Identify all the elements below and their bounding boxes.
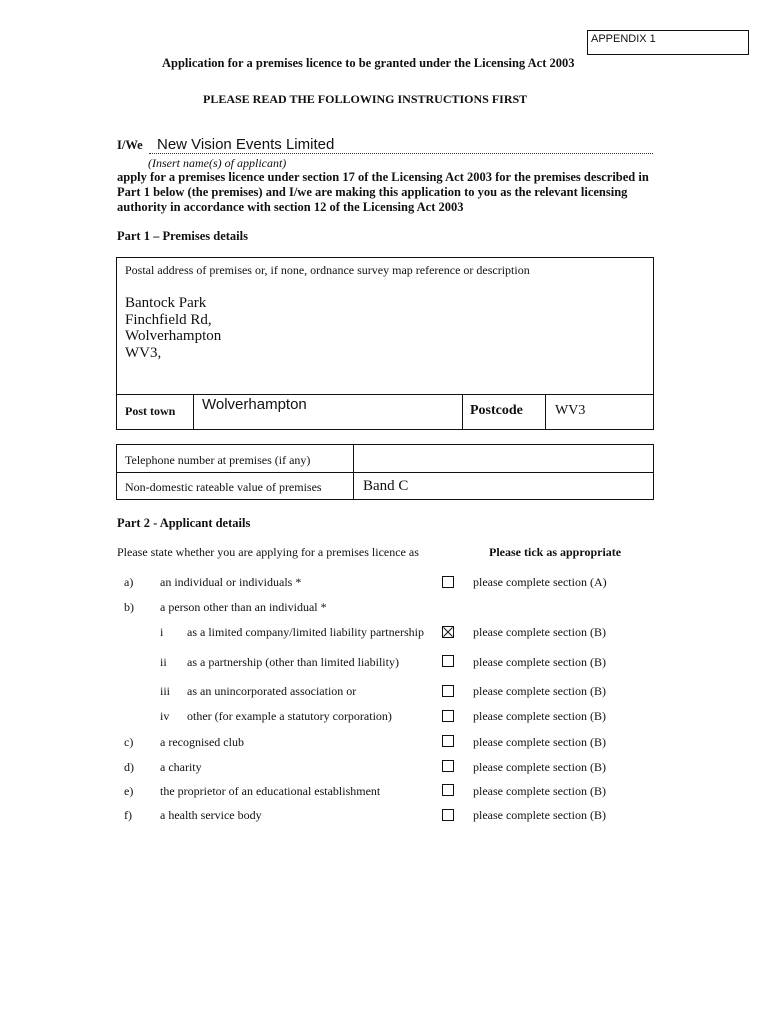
premises-address-field[interactable] xyxy=(125,295,221,361)
post-town-row-divider xyxy=(116,394,654,395)
option-text: an individual or individuals * xyxy=(160,575,302,589)
option-text: other (for example a statutory corporation) xyxy=(187,709,392,723)
part1-heading: Part 1 – Premises details xyxy=(117,229,248,243)
unincorporated-association-checkbox[interactable] xyxy=(442,685,454,697)
applicant-type-question: Please state whether you are applying for a premises licence as xyxy=(117,545,419,559)
telephone-label: Telephone number at premises (if any) xyxy=(125,453,311,467)
section-note: please complete section (A) xyxy=(473,575,607,589)
individual-checkbox[interactable] xyxy=(442,576,454,588)
post-town-field[interactable]: Wolverhampton xyxy=(202,396,307,413)
address-line: WV3, xyxy=(125,344,162,361)
option-text: a charity xyxy=(160,760,202,774)
rateable-value-label: Non-domestic rateable value of premises xyxy=(125,480,322,494)
sub-option-numeral: i xyxy=(160,625,164,639)
section-note: please complete section (B) xyxy=(473,808,606,822)
section-note: please complete section (B) xyxy=(473,625,606,639)
option-text: as an unincorporated association or xyxy=(187,684,357,698)
postal-address-label: Postal address of premises or, if none, ordnance survey map reference or description xyxy=(125,263,530,277)
address-line: Wolverhampton xyxy=(125,328,222,344)
educational-establishment-checkbox[interactable] xyxy=(442,784,454,796)
sub-option-numeral: ii xyxy=(160,655,167,669)
option-letter: c) xyxy=(124,735,134,749)
part2-heading: Part 2 - Applicant details xyxy=(117,516,251,530)
instructions-heading: PLEASE READ THE FOLLOWING INSTRUCTIONS FIRST xyxy=(203,92,528,106)
appendix-label: APPENDIX 1 xyxy=(591,33,656,45)
option-text: a person other than an individual * xyxy=(160,600,327,614)
application-paragraph: apply for a premises licence under section 17 of the Licensing Act 2003 for the premises described in Part 1 below (the premises) and I/we are making this application to you as the relevant licensing authority in accordance with section 12 of the Licensing Act 2003 xyxy=(117,170,649,214)
cell-divider xyxy=(462,394,463,430)
option-text: a health service body xyxy=(160,808,262,822)
applicant-label: I/We xyxy=(117,138,143,152)
applicant-hint: (Insert name(s) of applicant) xyxy=(148,156,287,170)
postcode-field[interactable]: WV3 xyxy=(555,403,586,418)
option-text: as a partnership (other than limited liability) xyxy=(187,655,399,669)
sub-option-numeral: iii xyxy=(160,684,171,698)
form-title: Application for a premises licence to be granted under the Licensing Act 2003 xyxy=(162,56,575,70)
other-statutory-checkbox[interactable] xyxy=(442,710,454,722)
recognised-club-checkbox[interactable] xyxy=(442,735,454,747)
charity-checkbox[interactable] xyxy=(442,760,454,772)
section-note: please complete section (B) xyxy=(473,709,606,723)
tick-heading: Please tick as appropriate xyxy=(489,545,622,559)
cell-divider xyxy=(353,444,354,500)
applicant-name-field[interactable]: New Vision Events Limited xyxy=(157,136,335,153)
checked-cross-icon xyxy=(443,627,453,637)
section-note: please complete section (B) xyxy=(473,684,606,698)
option-letter: a) xyxy=(124,575,134,589)
row-divider xyxy=(116,472,654,473)
address-line: Finchfield Rd, xyxy=(125,311,212,328)
applicant-name-underline xyxy=(149,153,653,154)
option-text: as a limited company/limited liability partnership xyxy=(187,625,424,639)
section-note: please complete section (B) xyxy=(473,655,606,669)
option-letter: d) xyxy=(124,760,134,774)
sub-option-numeral: iv xyxy=(160,709,170,723)
section-note: please complete section (B) xyxy=(473,760,606,774)
limited-company-checkbox[interactable] xyxy=(442,626,454,638)
partnership-checkbox[interactable] xyxy=(442,655,454,667)
option-text: a recognised club xyxy=(160,735,244,749)
post-town-label: Post town xyxy=(125,404,176,418)
cell-divider xyxy=(193,394,194,430)
section-note: please complete section (B) xyxy=(473,784,606,798)
option-letter: b) xyxy=(124,600,134,614)
address-line: Bantock Park xyxy=(125,295,207,311)
section-note: please complete section (B) xyxy=(473,735,606,749)
cell-divider xyxy=(545,394,546,430)
option-letter: e) xyxy=(124,784,134,798)
option-letter: f) xyxy=(124,808,132,822)
rateable-value-field[interactable]: Band C xyxy=(363,478,409,494)
telephone-field[interactable] xyxy=(362,450,647,468)
postcode-label: Postcode xyxy=(470,403,523,418)
health-service-body-checkbox[interactable] xyxy=(442,809,454,821)
option-text: the proprietor of an educational establishment xyxy=(160,784,381,798)
